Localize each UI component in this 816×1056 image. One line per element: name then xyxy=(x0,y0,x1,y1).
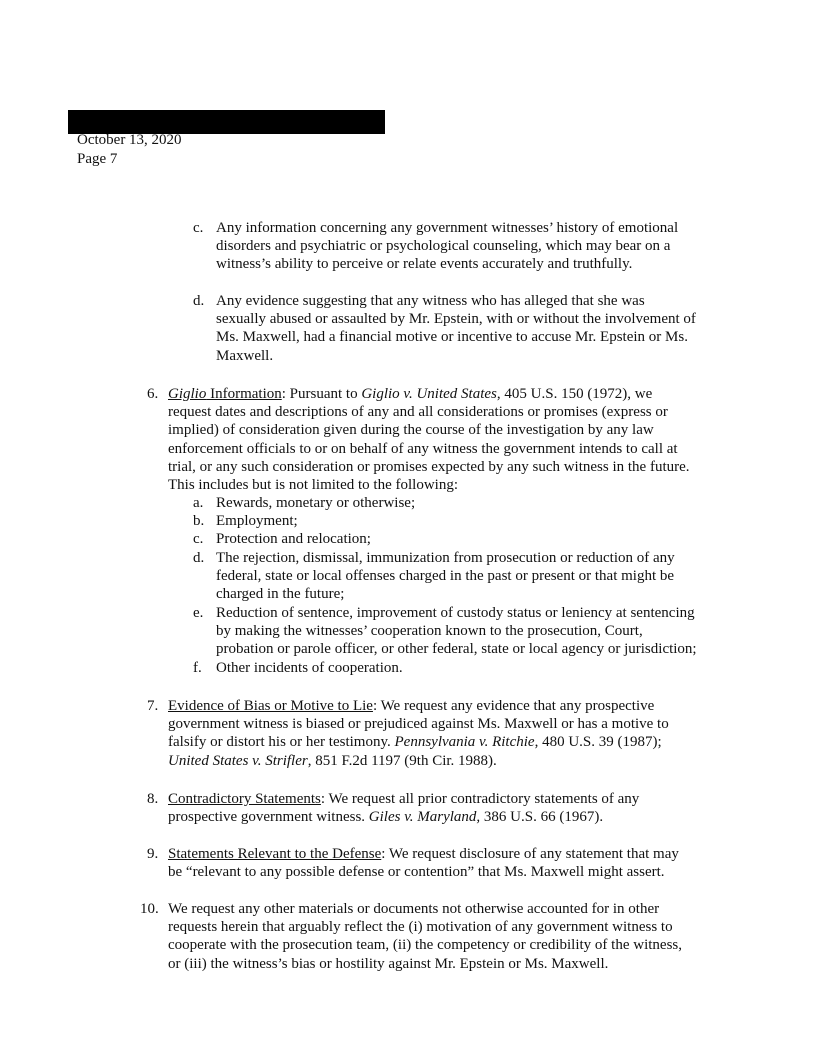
item-d-marker: d. xyxy=(193,293,205,309)
item-c-text: Any information concerning any government witnesses’ history of emotional disorders and psychiatric or psychological counseling, which may bear on a witness’s ability to perceive or relate events accurately and truthfully. xyxy=(216,220,679,273)
item-c-marker: c. xyxy=(193,220,204,236)
item-6-marker: 6. xyxy=(147,386,159,402)
item-6-text: Giglio Information: Pursuant to Giglio v. United States, 405 U.S. 150 (1972), we request dates and descriptions of any and all considerations or promises (express or implied) of consideration given during the course of the investigation by any law enforcement officials to or on behalf of any witness the government intends to call at trial, or any such consideration or promises expected by any such witness in the future. This includes but is not limited to the following: xyxy=(168,386,690,494)
item-6a-marker: a. xyxy=(193,495,204,511)
item-10-text: We request any other materials or documents not otherwise accounted for in other requests herein that arguably reflect the (i) motivation of any government witness to cooperate with the prosecution team, (ii) the competency or credibility of the witness, or (iii) the witness’s bias or hostility against Mr. Epstein or Ms. Maxwell. xyxy=(168,901,682,972)
item-6-heading: Giglio Information xyxy=(168,386,282,402)
item-10-marker: 10. xyxy=(140,901,159,917)
item-6d-marker: d. xyxy=(193,550,205,566)
item-6b-text: Employment; xyxy=(216,513,298,529)
letter-date: October 13, 2020 xyxy=(77,132,182,148)
item-6c-marker: c. xyxy=(193,531,204,547)
item-8-text: Contradictory Statements: We request all prior contradictory statements of any prospective government witness. Giles v. Maryland, 386 U.S. 66 (1967). xyxy=(168,791,640,826)
item-8-heading: Contradictory Statements xyxy=(168,791,321,807)
item-6f-text: Other incidents of cooperation. xyxy=(216,660,403,676)
item-6b-marker: b. xyxy=(193,513,205,529)
page-number: Page 7 xyxy=(77,151,118,167)
item-7-text: Evidence of Bias or Motive to Lie: We request any evidence that any prospective government witness is biased or prejudiced against Ms. Maxwell or has a motive to falsify or distort his or her testimony. Pennsylvania v. Ritchie, 480 U.S. 39 (1987); United States v. Strifler, 851 F.2d 1197 (9th Cir. 1988). xyxy=(168,698,669,769)
item-9-heading: Statements Relevant to the Defense xyxy=(168,846,382,862)
item-6a-text: Rewards, monetary or otherwise; xyxy=(216,495,416,511)
item-6e-marker: e. xyxy=(193,605,204,621)
item-9-marker: 9. xyxy=(147,846,159,862)
item-6e-text: Reduction of sentence, improvement of custody status or leniency at sentencing by making the witnesses’ cooperation known to the prosecution, Court, probation or parole officer, or other federal, state or local agency or jurisdiction; xyxy=(216,605,697,658)
item-7-marker: 7. xyxy=(147,698,159,714)
item-6f-marker: f. xyxy=(193,660,202,676)
item-9-text: Statements Relevant to the Defense: We request disclosure of any statement that may be “relevant to any possible defense or contention” that Ms. Maxwell might assert. xyxy=(168,846,679,881)
item-6d-text: The rejection, dismissal, immunization from prosecution or reduction of any federal, state or local offenses charged in the past or present or that might be charged in the future; xyxy=(216,550,675,603)
item-d-text: Any evidence suggesting that any witness who has alleged that she was sexually abused or assaulted by Mr. Epstein, with or without the involvement of Ms. Maxwell, had a financial motive or incentive to accuse Mr. Epstein or Ms. Maxwell. xyxy=(216,293,696,364)
item-7-heading: Evidence of Bias or Motive to Lie xyxy=(168,698,373,714)
item-8-marker: 8. xyxy=(147,791,159,807)
item-6c-text: Protection and relocation; xyxy=(216,531,371,547)
